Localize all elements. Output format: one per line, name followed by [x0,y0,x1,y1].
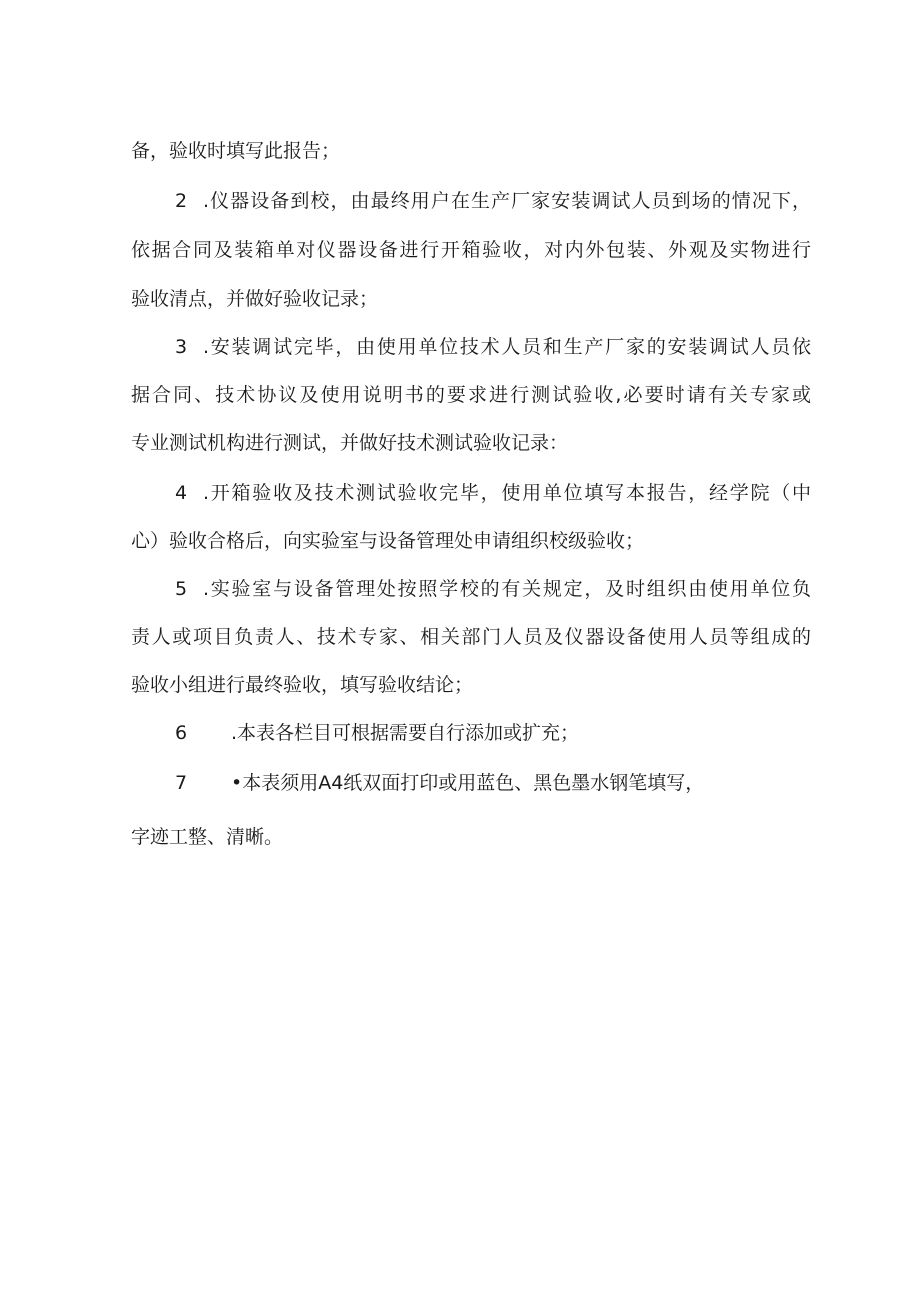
item-number: 2 [175,190,188,212]
text-line [131,528,811,554]
line-text: .本表各栏目可根据需要自行添加或扩充； [231,722,580,744]
text-line [131,624,811,650]
item-number: 3 [175,336,188,358]
line-text: 据合同、技术协议及使用说明书的要求进行测试验收,必要时请有关专家或 [131,384,811,406]
text-line [131,286,811,312]
line-text: 依据合同及装箱单对仪器设备进行开箱验收，对内外包装、外观及实物进行 [131,239,811,261]
item-number: 6 [175,722,188,744]
line-text: 验收小组进行最终验收，填写验收结论； [131,674,474,696]
list-item-2 [175,188,811,214]
item-number: 4 [175,482,188,504]
line-text: .实验室与设备管理处按照学校的有关规定，及时组织由使用单位负 [203,578,811,600]
line-text: •本表须用A4纸双面打印或用蓝色、黑色墨水钢笔填写， [231,772,705,794]
item-number: 5 [175,578,188,600]
line-text: 验收清点，并做好验收记录； [131,288,379,310]
text-line [131,382,811,408]
line-text: 备，验收时填写此报告； [131,140,341,162]
line-text: 心）验收合格后，向实验室与设备管理处申请组织校级验收； [131,530,645,552]
list-item-6 [175,720,811,746]
text-line [131,138,811,164]
list-item-4 [175,480,811,506]
item-number: 7 [175,772,188,794]
line-text: .安装调试完毕，由使用单位技术人员和生产厂家的安装调试人员依 [203,336,811,358]
list-item-7 [175,770,811,796]
line-text: 责人或项目负责人、技术专家、相关部门人员及仪器设备使用人员等组成的 [131,626,811,648]
list-item-3 [175,334,811,360]
text-line [131,237,811,263]
line-text: 字迹工整、清晰。 [131,826,284,848]
text-line [131,672,811,698]
text-line [131,430,811,456]
line-text: .开箱验收及技术测试验收完毕，使用单位填写本报告，经学院（中 [203,482,811,504]
line-text: 专业测试机构进行测试，并做好技术测试验收记录： [131,432,569,454]
line-text: .仪器设备到校，由最终用户在生产厂家安装调试人员到场的情况下， [203,190,811,212]
list-item-5 [175,576,811,602]
text-line [131,824,811,850]
